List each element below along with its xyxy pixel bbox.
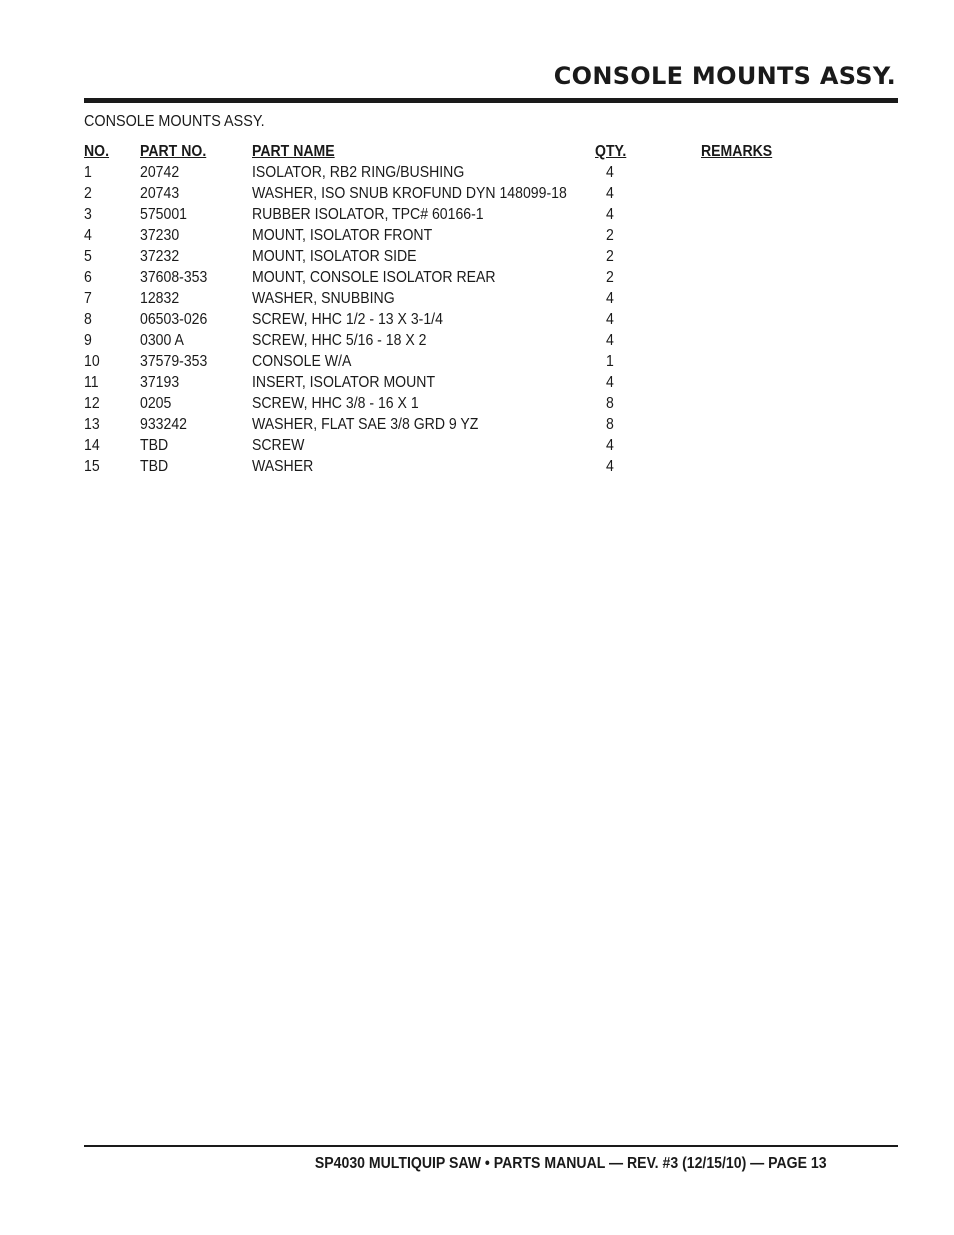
row-qty: 4 [606, 332, 614, 349]
row-part-name: MOUNT, CONSOLE ISOLATOR REAR [252, 269, 496, 286]
row-qty: 4 [606, 290, 614, 307]
table-row [84, 351, 864, 372]
row-no: 9 [84, 332, 92, 349]
row-qty: 4 [606, 458, 614, 475]
row-qty: 4 [606, 437, 614, 454]
row-no: 7 [84, 290, 92, 307]
row-part-name: SCREW [252, 437, 305, 454]
row-part-name: MOUNT, ISOLATOR SIDE [252, 248, 417, 265]
bottom-rule [84, 1145, 898, 1147]
row-part-no: TBD [140, 458, 169, 475]
row-qty: 8 [606, 395, 614, 412]
table-row [84, 414, 864, 435]
row-part-no: 37579-353 [140, 353, 208, 370]
row-qty: 2 [606, 248, 614, 265]
row-no: 2 [84, 185, 92, 202]
row-part-name: INSERT, ISOLATOR MOUNT [252, 374, 436, 391]
row-part-no: 37193 [140, 374, 180, 391]
row-qty: 8 [606, 416, 614, 433]
row-part-no: 20742 [140, 164, 180, 181]
row-qty: 1 [606, 353, 614, 370]
page-footer [84, 1155, 898, 1173]
row-part-name: SCREW, HHC 1/2 - 13 X 3-1/4 [252, 311, 443, 328]
table-row [84, 372, 864, 393]
header-part-name: PART NAME [252, 143, 335, 160]
row-part-name: SCREW, HHC 3/8 - 16 X 1 [252, 395, 419, 412]
row-no: 1 [84, 164, 92, 181]
table-row [84, 309, 864, 330]
table-row [84, 435, 864, 456]
header-remarks: REMARKS [701, 143, 773, 160]
table-row [84, 267, 864, 288]
row-part-no: 06503-026 [140, 311, 208, 328]
row-qty: 4 [606, 374, 614, 391]
row-part-name: MOUNT, ISOLATOR FRONT [252, 227, 433, 244]
row-part-name: WASHER, SNUBBING [252, 290, 395, 307]
table-row [84, 246, 864, 267]
table-row [84, 456, 864, 477]
row-no: 8 [84, 311, 92, 328]
table-header-row [84, 141, 864, 162]
row-qty: 4 [606, 164, 614, 181]
section-title: CONSOLE MOUNTS ASSY. [84, 113, 265, 130]
row-qty: 4 [606, 311, 614, 328]
row-no: 12 [84, 395, 100, 412]
row-no: 5 [84, 248, 92, 265]
table-row [84, 393, 864, 414]
row-no: 14 [84, 437, 100, 454]
row-part-name: WASHER, FLAT SAE 3/8 GRD 9 YZ [252, 416, 479, 433]
row-part-name: WASHER [252, 458, 314, 475]
top-rule [84, 98, 898, 103]
row-qty: 2 [606, 227, 614, 244]
parts-table [84, 141, 864, 477]
row-no: 11 [84, 374, 99, 391]
header-part-no: PART NO. [140, 143, 207, 160]
row-part-no: 37232 [140, 248, 180, 265]
row-no: 10 [84, 353, 100, 370]
row-no: 3 [84, 206, 92, 223]
row-part-no: 575001 [140, 206, 187, 223]
row-part-no: 20743 [140, 185, 180, 202]
table-row [84, 183, 864, 204]
row-part-no: 37608-353 [140, 269, 208, 286]
footer-text: SP4030 MULTIQUIP SAW • PARTS MANUAL — REV. #3 (12/15/10) — PAGE 13 [315, 1155, 827, 1172]
row-qty: 4 [606, 206, 614, 223]
page-title: CONSOLE MOUNTS ASSY. [553, 62, 896, 90]
row-no: 6 [84, 269, 92, 286]
row-part-no: 12832 [140, 290, 180, 307]
row-part-name: SCREW, HHC 5/16 - 18 X 2 [252, 332, 427, 349]
table-row [84, 330, 864, 351]
row-part-name: WASHER, ISO SNUB KROFUND DYN 148099-18 [252, 185, 567, 202]
row-part-no: TBD [140, 437, 169, 454]
table-row [84, 162, 864, 183]
row-no: 4 [84, 227, 92, 244]
header-qty: QTY. [595, 143, 627, 160]
row-part-no: 0205 [140, 395, 172, 412]
header-no: NO. [84, 143, 110, 160]
row-part-name: RUBBER ISOLATOR, TPC# 60166-1 [252, 206, 484, 223]
row-no: 13 [84, 416, 100, 433]
table-row [84, 204, 864, 225]
row-qty: 2 [606, 269, 614, 286]
row-part-no: 933242 [140, 416, 187, 433]
row-part-no: 0300 A [140, 332, 184, 349]
table-row [84, 288, 864, 309]
row-no: 15 [84, 458, 100, 475]
table-row [84, 225, 864, 246]
row-part-name: ISOLATOR, RB2 RING/BUSHING [252, 164, 465, 181]
row-qty: 4 [606, 185, 614, 202]
row-part-no: 37230 [140, 227, 180, 244]
row-part-name: CONSOLE W/A [252, 353, 352, 370]
